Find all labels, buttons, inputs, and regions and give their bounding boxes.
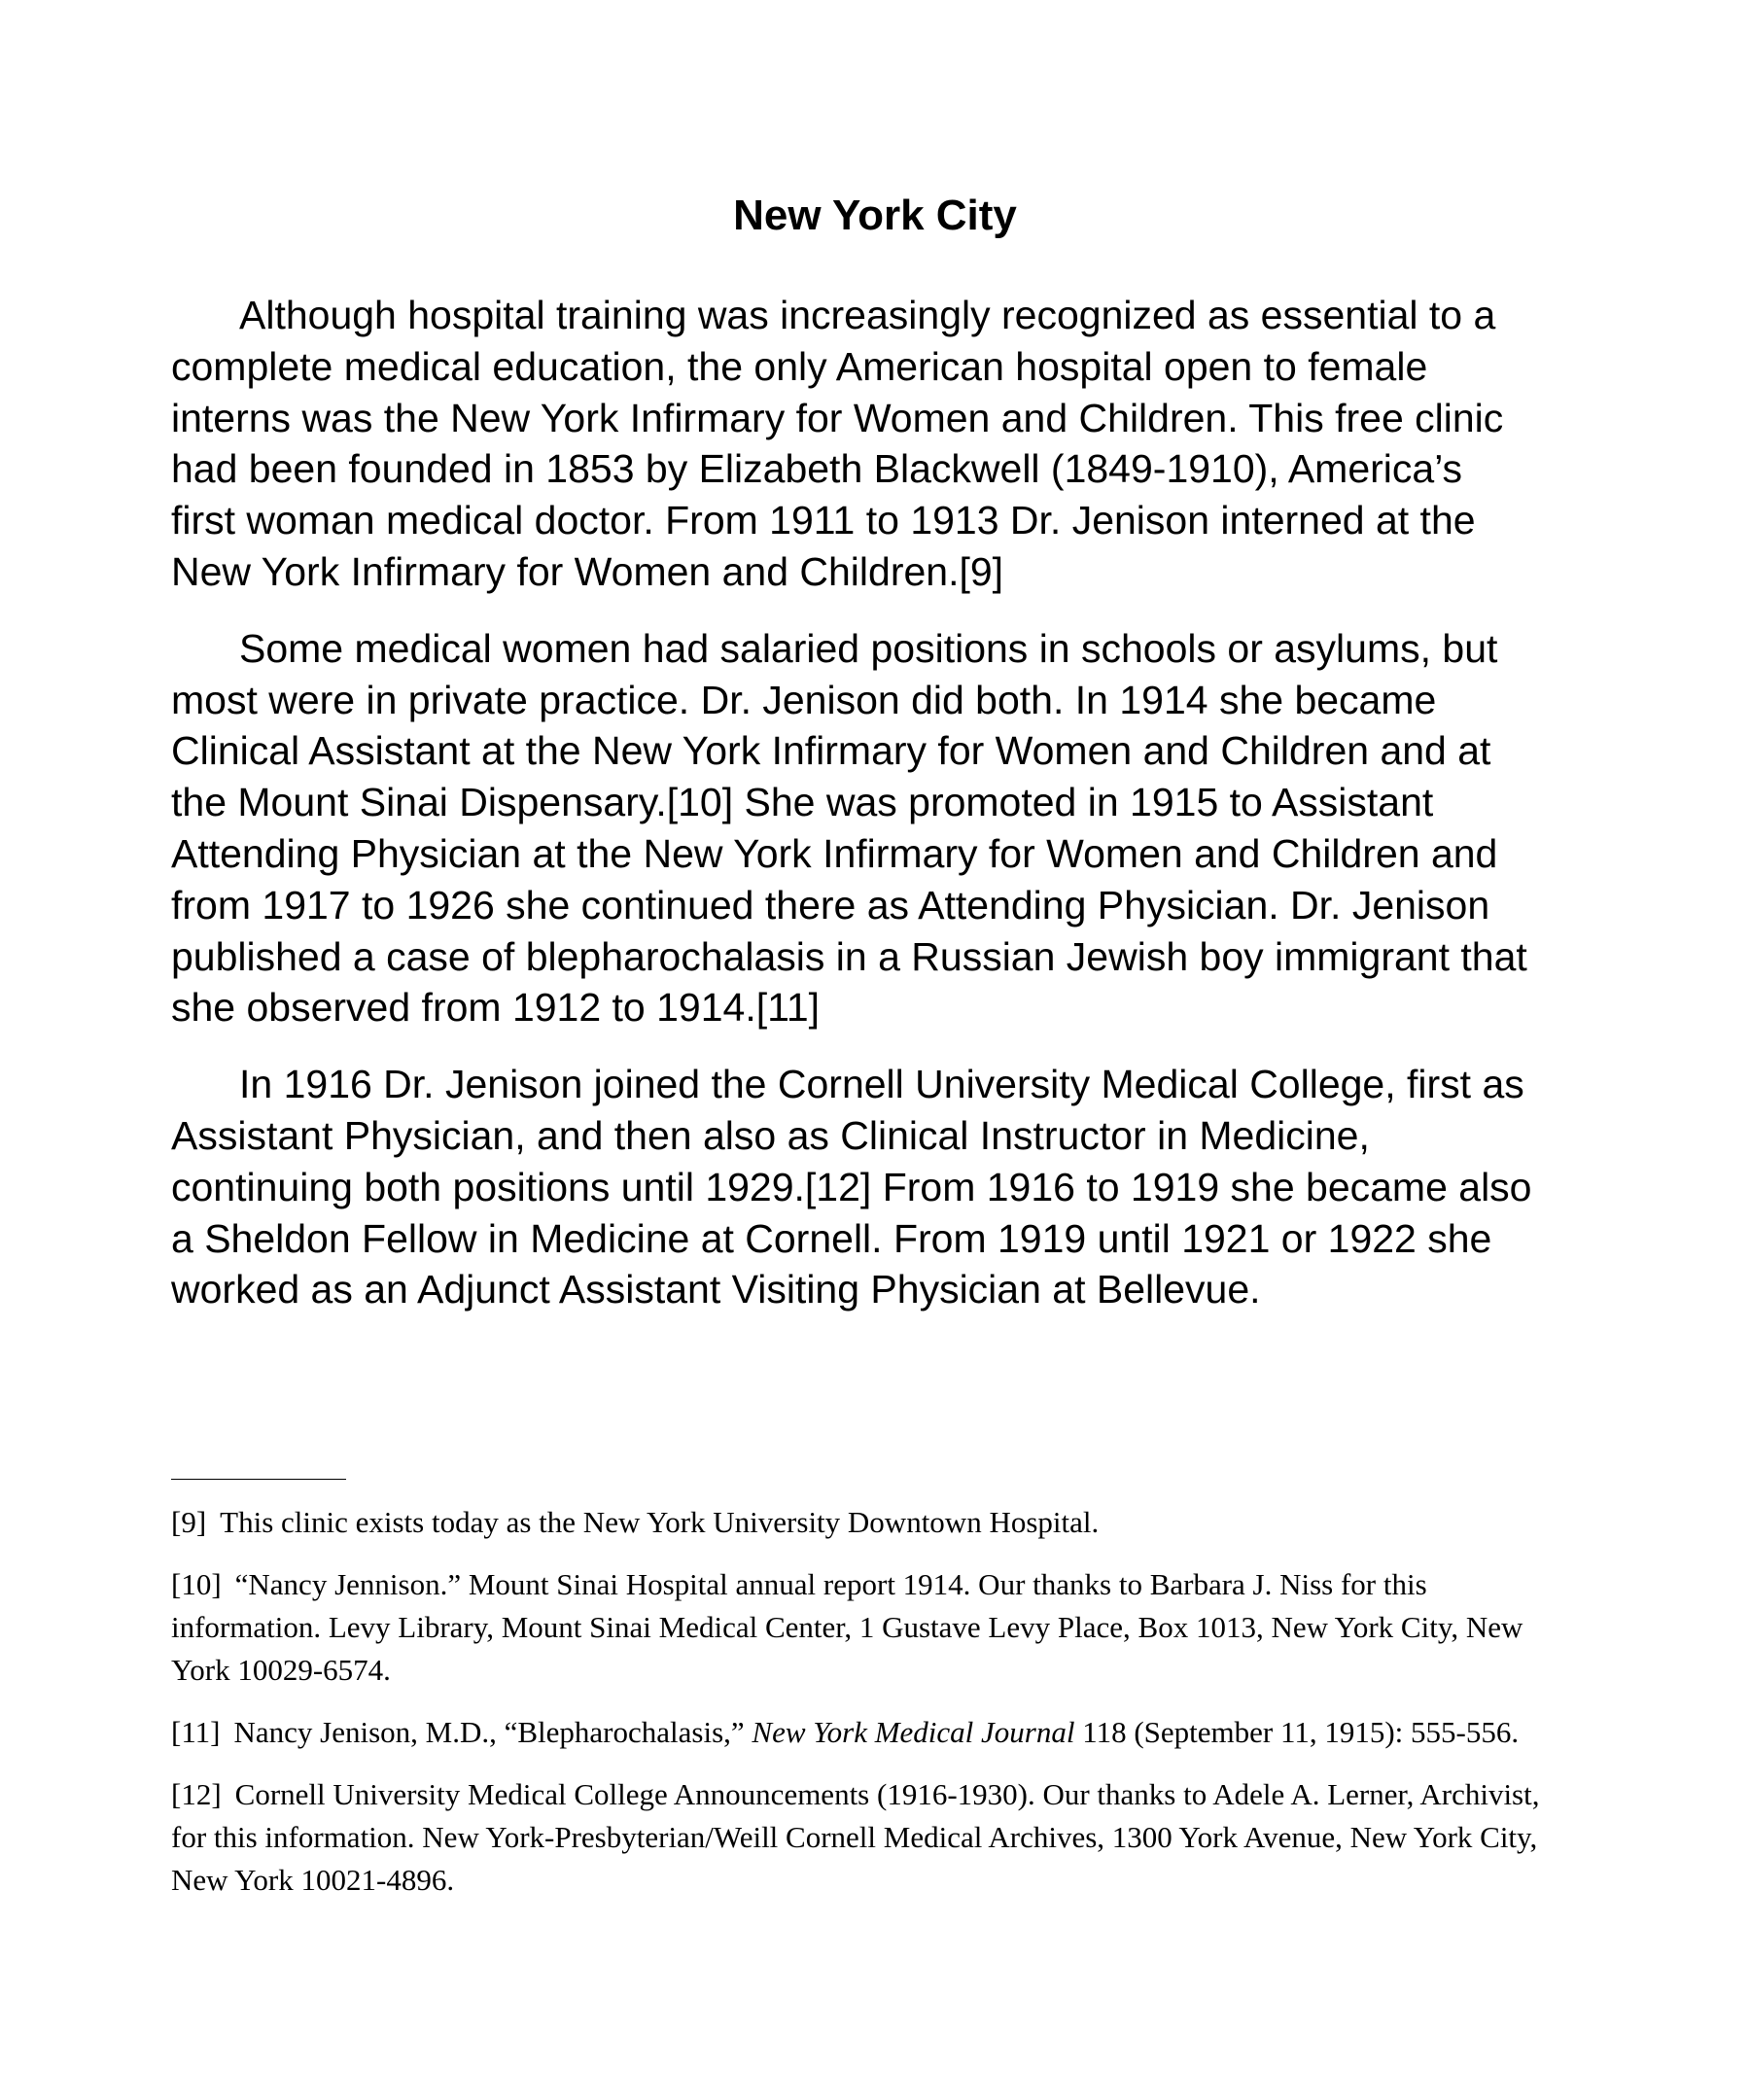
footnote-text-after: 118 (September 11, 1915): 555-556.	[1074, 1715, 1520, 1749]
footnote-9	[171, 1501, 1552, 1544]
footnote-10	[171, 1563, 1552, 1692]
footnote-number: [10]	[171, 1567, 222, 1601]
footnotes	[171, 1501, 1552, 1921]
page-title: New York City	[733, 192, 1017, 239]
footnote-text-before: Nancy Jenison, M.D., “Blepharochalasis,”	[233, 1715, 752, 1749]
footnote-text: “Nancy Jennison.” Mount Sinai Hospital annual report 1914. Our thanks to Barbara J. Niss for this information. Levy Library, Mount Sinai Medical Center, 1 Gustave Levy Place, Box 1013, New York City, New York 10029-6574.	[171, 1567, 1523, 1687]
journal-title: New York Medical Journal	[752, 1715, 1075, 1749]
footnote-11	[171, 1711, 1552, 1754]
body-paragraph-3: In 1916 Dr. Jenison joined the Cornell University Medical College, first as Assistant Physician, and then also as Clinical Instructor in Medicine, continuing both positions until 1929.[12] From 1916 to 1919 she became also a Sheldon Fellow in Medicine at Cornell. From 1919 until 1921 or 1922 she worked as an Adjunct Assistant Visiting Physician at Bellevue.	[171, 1062, 1532, 1312]
body-text	[171, 290, 1532, 1341]
body-paragraph-2: Some medical women had salaried positions in schools or asylums, but most were in private practice. Dr. Jenison did both. In 1914 she became Clinical Assistant at the New York Infirmary for Women and Children and at the Mount Sinai Dispensary.[10] She was promoted in 1915 to Assistant Attending Physician at the New York Infirmary for Women and Children and from 1917 to 1926 she continued there as Attending Physician. Dr. Jenison published a case of blepharochalasis in a Russian Jewish boy immigrant that she observed from 1912 to 1914.[11]	[171, 625, 1527, 1031]
footnote-12	[171, 1773, 1552, 1902]
footnote-number: [12]	[171, 1777, 222, 1811]
footnote-number: [9]	[171, 1505, 207, 1539]
body-paragraph-1: Although hospital training was increasingly recognized as essential to a complete medical education, the only American hospital open to female interns was the New York Infirmary for Women and Children. This free clinic had been founded in 1853 by Elizabeth Blackwell (1849-1910), America’s first woman medical doctor. From 1911 to 1913 Dr. Jenison interned at the New York Infirmary for Women and Children.[9]	[171, 293, 1504, 594]
footnote-text: This clinic exists today as the New York University Downtown Hospital.	[220, 1505, 1100, 1539]
footnote-number: [11]	[171, 1715, 221, 1749]
footnote-text: Cornell University Medical College Announcements (1916-1930). Our thanks to Adele A. Lerner, Archivist, for this information. New York-Presbyterian/Weill Cornell Medical Archives, 1300 York Avenue, New York City, New York 10021-4896.	[171, 1777, 1540, 1897]
footnote-separator	[171, 1479, 346, 1480]
